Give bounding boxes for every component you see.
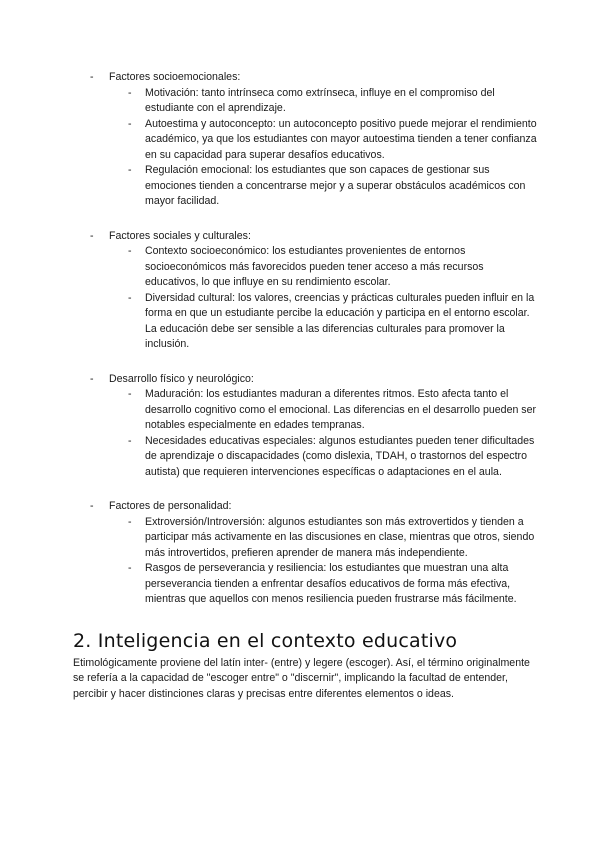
bullet-dash: - [128,245,132,257]
section-title: Desarrollo físico y neurológico: [109,372,254,385]
sub-list [109,515,540,608]
section-title: Factores socioemocionales: [109,71,241,83]
sub-list [109,244,540,353]
list-item [128,291,540,353]
bullet-dash: - [128,117,132,130]
section-social-cultural [73,229,540,353]
section-socioemotional [73,70,540,210]
section-heading: 2. Inteligencia en el contexto educativo [73,629,458,652]
bullet-dash: - [90,372,94,385]
list-item [128,244,540,291]
section-title: Factores sociales y culturales: [109,229,251,242]
item-text: Regulación emocional: los estudiantes que son capaces de gestionar sus emociones tienden a concentrarse mejor y a superar obstáculos académicos con mayor facilidad. [145,164,526,207]
list-item [128,515,540,562]
bullet-dash: - [90,71,94,83]
sub-list [109,387,540,480]
item-text: Motivación: tanto intrínseca como extrínseca, influye en el compromiso del estudiante con el aprendizaje. [145,86,495,114]
item-text: Rasgos de perseverancia y resiliencia: los estudiantes que muestran una alta perseverancia tienden a enfrentar desafíos educativos de forma más efectiva, mientras que aquellos con menos resiliencia pueden frustrarse más fácilmente. [145,562,517,605]
list-item [128,434,540,481]
item-text: Diversidad cultural: los valores, creencias y prácticas culturales pueden influir en la forma en que un estudiante percibe la educación y participa en el entorno escolar. La educación debe ser sensible a las diferencias culturales para promover la inclusión. [145,291,535,350]
item-text: Necesidades educativas especiales: algunos estudiantes pueden tener dificultades de aprendizaje o discapacidades (como dislexia, TDAH, o trastornos del espectro autista) que requieren intervenciones específicas o adaptaciones en el aula. [145,434,535,478]
item-text: Autoestima y autoconcepto: un autoconcepto positivo puede mejorar el rendimiento académico, ya que los estudiantes con mayor autoestima tienden a tener confianza en su capacidad para superar desafíos educativos. [145,117,537,161]
list-item [128,117,540,164]
list-item [128,561,540,608]
bullet-dash: - [128,388,132,400]
bullet-dash: - [128,515,132,528]
body-paragraph: Etimológicamente proviene del latín inter- (entre) y legere (escoger). Así, el término originalmente se refería a la capacidad de "escoger entre" o "discernir", implicando la facultad de entender, percibir y hacer distinciones claras y precisas entre diferentes elementos o ideas. [73,656,530,700]
bullet-dash: - [128,86,132,99]
list-item [128,387,540,434]
section-physical-neurological [73,372,540,481]
section-title: Factores de personalidad: [109,500,232,512]
bullet-dash: - [90,500,94,512]
section-personality [73,499,540,608]
bullet-dash: - [128,434,132,447]
bullet-dash: - [128,562,132,574]
item-text: Extroversión/Introversión: algunos estudiantes son más extrovertidos y tienden a participar más activamente en las discusiones en clase, mientras que otros, siendo más introvertidos, prefieren aprender de manera más independiente. [145,515,535,559]
bullet-dash: - [90,229,94,242]
item-text: Contexto socioeconómico: los estudiantes provenientes de entornos socioeconómicos más favorecidos pueden tener acceso a más recursos educativos, lo que influye en su rendimiento escolar. [145,245,484,288]
list-item [128,86,540,117]
list-item [128,163,540,210]
bullet-dash: - [128,291,132,304]
bullet-dash: - [128,164,132,176]
factors-list [73,70,540,608]
sub-list [109,86,540,210]
item-text: Maduración: los estudiantes maduran a diferentes ritmos. Esto afecta tanto el desarrollo cognitivo como el emocional. Las diferencias en el desarrollo pueden ser notables especialmente en edades tempranas. [145,388,537,431]
